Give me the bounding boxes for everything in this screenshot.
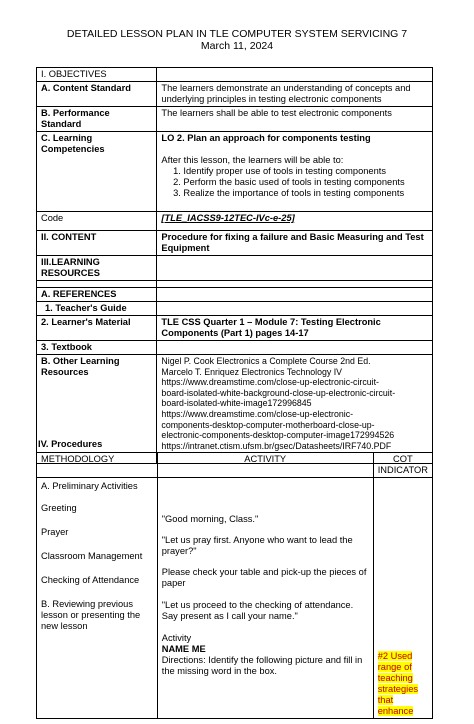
resource-line: board-isolated-white-image172996845 bbox=[161, 398, 312, 409]
lo-list bbox=[161, 166, 428, 199]
resource-line: board-isolated-white-background-close-up-electronic-circuit- bbox=[161, 387, 396, 398]
other-resources-label: B. Other Learning Resources bbox=[37, 355, 157, 464]
textbook-row bbox=[37, 341, 433, 355]
teachers-guide-label: 1. Teacher's Guide bbox=[37, 302, 157, 316]
lo-intro: After this lesson, the learners will be able to: bbox=[161, 155, 344, 165]
preliminary-label: A. Preliminary Activities bbox=[41, 481, 138, 491]
references-label: A. REFERENCES bbox=[37, 288, 157, 302]
document-date: March 11, 2024 bbox=[200, 40, 274, 52]
resources-label: III.LEARNING RESOURCES bbox=[37, 256, 157, 281]
cot-cell bbox=[373, 478, 432, 719]
resource-line: https://www.dreamstime.com/close-up-electronic- bbox=[161, 408, 354, 419]
procedures-heading: IV. Procedures bbox=[38, 439, 103, 449]
content-standard-label: A. Content Standard bbox=[37, 82, 157, 107]
document-title: DETAILED LESSON PLAN IN TLE COMPUTER SYSTEM SERVICING 7 bbox=[66, 28, 408, 40]
lo-item: 1. Identify proper use of tools in testing components bbox=[183, 166, 428, 177]
activity-header: ACTIVITY bbox=[157, 453, 373, 478]
resource-line: electronic-components-desktop-computer-image172994526 bbox=[161, 430, 395, 441]
other-resources-cell bbox=[157, 355, 433, 464]
procedures-body-row bbox=[37, 478, 433, 719]
learners-material-label: 2. Learner's Material bbox=[37, 316, 157, 341]
prayer-label: Prayer bbox=[41, 527, 69, 537]
methodology-header: METHODOLOGY bbox=[37, 453, 158, 478]
references-row bbox=[37, 288, 433, 302]
performance-standard-text: The learners shall be able to test electronic components bbox=[157, 107, 433, 132]
lesson-plan-table bbox=[36, 67, 433, 464]
gap-row bbox=[37, 281, 433, 288]
textbook-label: 3. Textbook bbox=[37, 341, 157, 355]
performance-standard-row bbox=[37, 107, 433, 132]
resource-line: components-desktop-computer-motherboard-close-up- bbox=[161, 419, 375, 430]
competencies-cell bbox=[157, 132, 433, 212]
lo-item: 2. Perform the basic used of tools in testing components bbox=[183, 177, 428, 188]
competencies-label: C. Learning Competencies bbox=[37, 132, 157, 212]
learners-material-row bbox=[37, 316, 433, 341]
activity-directions: Directions: Identify the following picture and fill in the missing word in the box. bbox=[161, 655, 363, 676]
resource-line: Marcelo T. Enriquez Electronics Technology IV bbox=[161, 366, 343, 377]
attendance-label: Checking of Attendance bbox=[41, 575, 140, 585]
teachers-guide-row bbox=[37, 302, 433, 316]
resource-line: Nigel P. Cook Electronics a Complete Course 2nd Ed. bbox=[161, 356, 371, 366]
objectives-row bbox=[37, 68, 433, 82]
resource-line: https://www.dreamstime.com/close-up-electronic-circuit- bbox=[161, 377, 379, 388]
cot-header: COT INDICATOR bbox=[373, 453, 432, 478]
performance-standard-label: B. Performance Standard bbox=[37, 107, 157, 132]
procedures-header-row bbox=[37, 453, 433, 478]
lo-item: 3. Realize the importance of tools in testing components bbox=[183, 188, 428, 199]
objectives-label: I. OBJECTIVES bbox=[37, 68, 157, 82]
code-value: [TLE_IACSS9-12TEC-IVc-e-25] bbox=[161, 213, 295, 223]
cot-note: #2 Used range of teaching strategies that enhance bbox=[377, 651, 419, 716]
activity-name: NAME ME bbox=[161, 644, 206, 654]
code-label: Code bbox=[37, 212, 157, 231]
activity-cell bbox=[157, 478, 373, 719]
content-text: Procedure for fixing a failure and Basic Measuring and Test Equipment bbox=[157, 231, 433, 256]
attendance-text: "Let us proceed to the checking of attendance. Say present as I call your name." bbox=[161, 600, 354, 621]
prayer-text: "Let us pray first. Anyone who want to lead the prayer?" bbox=[161, 535, 353, 556]
classroom-text: Please check your table and pick-up the pieces of paper bbox=[161, 567, 367, 588]
greeting-label: Greeting bbox=[41, 503, 77, 513]
classroom-label: Classroom Management bbox=[41, 551, 143, 561]
activity-label: Activity bbox=[161, 633, 192, 643]
procedures-table bbox=[36, 452, 433, 719]
content-row bbox=[37, 231, 433, 256]
competencies-row bbox=[37, 132, 433, 212]
content-standard-row bbox=[37, 82, 433, 107]
learners-material-text: TLE CSS Quarter 1 – Module 7: Testing Electronic Components (Part 1) pages 14-17 bbox=[157, 316, 433, 341]
resources-row bbox=[37, 256, 433, 281]
review-label: B. Reviewing previous lesson or presenting the new lesson bbox=[41, 599, 141, 631]
resource-line: https://intranet.ctism.ufsm.br/gsec/Datasheets/IRF740.PDF bbox=[161, 440, 392, 451]
methodology-cell bbox=[37, 478, 158, 719]
lo-title: LO 2. Plan an approach for components testing bbox=[161, 133, 371, 143]
code-row bbox=[37, 212, 433, 231]
content-standard-text: The learners demonstrate an understanding of concepts and underlying principles in testing electronic components bbox=[157, 82, 433, 107]
greeting-text: "Good morning, Class." bbox=[161, 514, 259, 524]
content-label: II. CONTENT bbox=[37, 231, 157, 256]
